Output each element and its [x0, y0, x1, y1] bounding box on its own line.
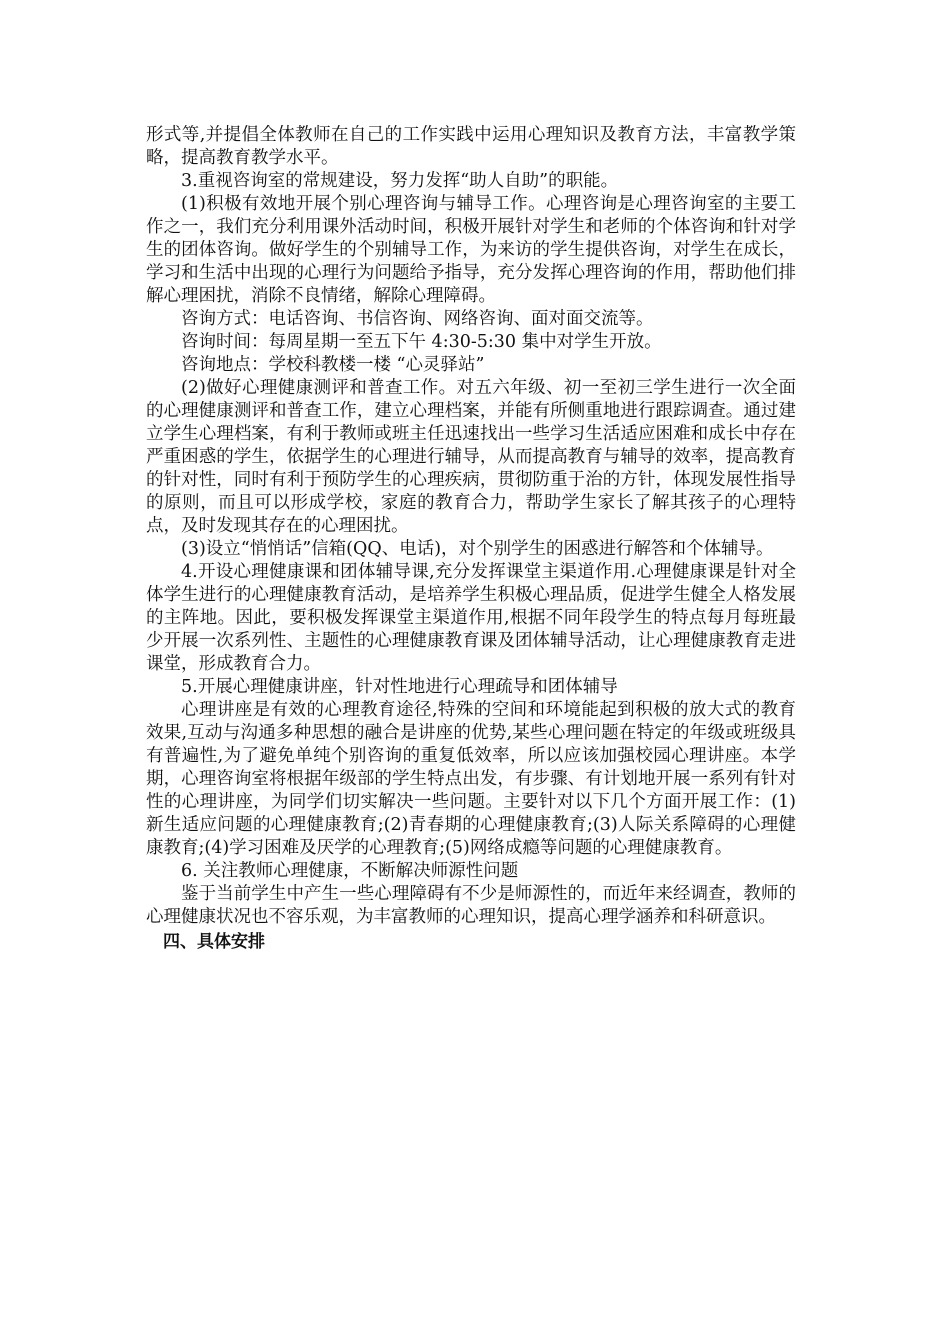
paragraph-item-3-3: (3)设立“悄悄话”信箱(QQ、电话)，对个别学生的困惑进行解答和个体辅导。 [181, 539, 774, 559]
paragraph-consult-method: 咨询方式：电话咨询、书信咨询、网络咨询、面对面交流等。 [181, 309, 654, 329]
section-heading: 四、具体安排 [163, 932, 265, 952]
paragraph-consult-location: 咨询地点：学校科教楼一楼 “心灵驿站” [181, 355, 485, 375]
paragraph-continuation: 形式等,并提倡全体教师在自己的工作实践中运用心理知识及教育方法，丰富教学策略，提高教育教学水平。 [146, 125, 796, 168]
paragraph-teacher-health: 鉴于当前学生中产生一些心理障碍有不少是师源性的，而近年来经调查，教师的心理健康状况也不容乐观，为丰富教师的心理知识，提高心理学涵养和科研意识。 [146, 884, 796, 927]
paragraph-lectures: 心理讲座是有效的心理教育途径,特殊的空间和环境能起到积极的放大式的教育效果,互动与沟通多种思想的融合是讲座的优势,某些心理问题在特定的年级或班级具有普遍性,为了避免单纯个别咨询的重复低效率，所以应该加强校园心理讲座。本学期，心理咨询室将根据年级部的学生特点出发，有步骤、有计划地开展一系列有针对性的心理讲座，为同学们切实解决一些问题。主要针对以下几个方面开展工作：(1)新生适应问题的心理健康教育;(2)青春期的心理健康教育;(3)人际关系障碍的心理健康教育;(4)学习困难及厌学的心理教育;(5)网络成瘾等问题的心理健康教育。 [146, 700, 796, 858]
paragraph-item-3: 3.重视咨询室的常规建设，努力发挥“助人自助”的职能。 [181, 171, 619, 191]
document-body [146, 124, 796, 954]
paragraph-item-3-2: (2)做好心理健康测评和普查工作。对五六年级、初一至初三学生进行一次全面的心理健康测评和普查工作，建立心理档案，并能有所侧重地进行跟踪调查。通过建立学生心理档案，有利于教师或班主任迅速找出一些学习生活适应困难和成长中存在严重困惑的学生，依据学生的心理进行辅导，从而提高教育与辅导的效率，提高教育的针对性，同时有利于预防学生的心理疾病，贯彻防重于治的方针，体现发展性指导的原则，而且可以形成学校，家庭的教育合力，帮助学生家长了解其孩子的心理特点，及时发现其存在的心理困扰。 [146, 378, 796, 536]
paragraph-item-4: 4.开设心理健康课和团体辅导课,充分发挥课堂主渠道作用.心理健康课是针对全体学生进行的心理健康教育活动，是培养学生积极心理品质，促进学生健全人格发展的主阵地。因此，要积极发挥课堂主渠道作用,根据不同年段学生的特点每月每班最少开展一次系列性、主题性的心理健康教育课及团体辅导活动，让心理健康教育走进课堂，形成教育合力。 [146, 562, 796, 674]
paragraph-consult-time: 咨询时间：每周星期一至五下午 4:30-5:30 集中对学生开放。 [181, 332, 662, 352]
paragraph-item-6: 6. 关注教师心理健康，不断解决师源性问题 [181, 861, 519, 881]
paragraph-item-5: 5.开展心理健康讲座，针对性地进行心理疏导和团体辅导 [181, 677, 618, 697]
paragraph-item-3-1: (1)积极有效地开展个别心理咨询与辅导工作。心理咨询是心理咨询室的主要工作之一，我们充分利用课外活动时间，积极开展针对学生和老师的个体咨询和针对学生的团体咨询。做好学生的个别辅导工作，为来访的学生提供咨询，对学生在成长，学习和生活中出现的心理行为问题给予指导，充分发挥心理咨询的作用，帮助他们排解心理困扰，消除不良情绪，解除心理障碍。 [146, 194, 796, 306]
